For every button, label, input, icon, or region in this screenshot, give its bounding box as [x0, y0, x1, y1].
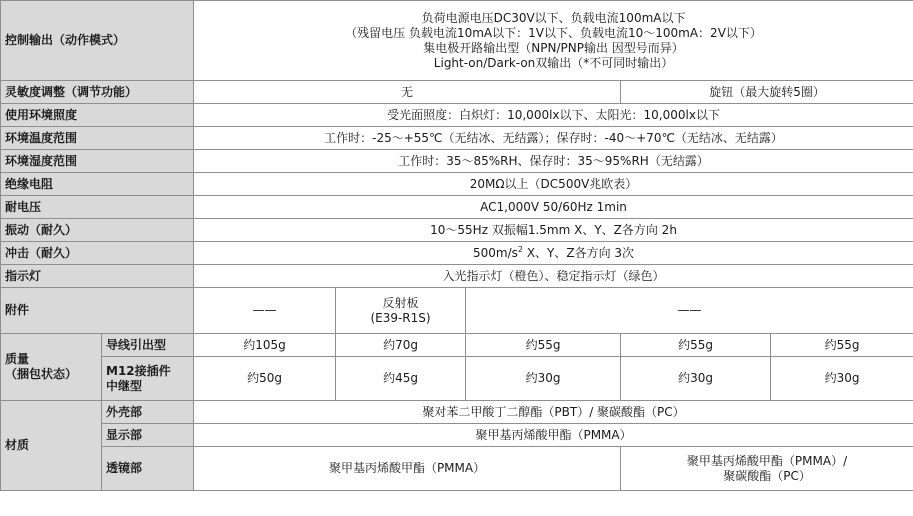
label-material-case: 外壳部 — [102, 401, 194, 424]
row-vibration — [1, 219, 913, 242]
reflector-name: 反射板 — [382, 295, 419, 310]
mass-cable-value-1: 约105g — [194, 334, 336, 357]
label-temperature: 环境温度范围 — [1, 127, 194, 150]
row-insulation — [1, 173, 913, 196]
mass-m12-value-5: 约30g — [771, 357, 913, 401]
row-temperature — [1, 127, 913, 150]
control-output-line-1: 负荷电源电压DC30V以下、负载电流100mA以下 — [421, 10, 686, 25]
row-material-lens — [1, 447, 913, 491]
row-sensitivity — [1, 81, 913, 104]
label-material-lens: 透镜部 — [102, 447, 194, 491]
value-material-lens-pmma-pc — [621, 447, 913, 491]
label-control-output: 控制输出（动作模式） — [1, 1, 194, 81]
label-mass-m12 — [102, 357, 194, 401]
label-withstand: 耐电压 — [1, 196, 194, 219]
value-control-output — [194, 1, 913, 81]
mass-label-line-2: （捆包状态） — [5, 367, 78, 381]
value-vibration: 10～55Hz 双振幅1.5mm X、Y、Z各方向 2h — [194, 219, 913, 242]
row-shock — [1, 242, 913, 265]
row-humidity — [1, 150, 913, 173]
lens-pmma-pc-line-1: 聚甲基丙烯酸甲酯（PMMA）/ — [686, 453, 848, 468]
label-mass — [1, 334, 102, 401]
value-humidity: 工作时：35～85%RH、保存时：35～95%RH（无结露） — [194, 150, 913, 173]
mass-m12-value-3: 约30g — [466, 357, 621, 401]
value-material-lens-pmma: 聚甲基丙烯酸甲酯（PMMA） — [194, 447, 621, 491]
label-insulation: 绝缘电阻 — [1, 173, 194, 196]
mass-cable-value-4: 约55g — [621, 334, 771, 357]
value-material-display: 聚甲基丙烯酸甲酯（PMMA） — [194, 424, 913, 447]
label-shock: 冲击（耐久） — [1, 242, 194, 265]
mass-cable-value-2: 约70g — [336, 334, 466, 357]
row-accessory — [1, 288, 913, 334]
row-illuminance — [1, 104, 913, 127]
value-shock — [194, 242, 913, 265]
label-illuminance: 使用环境照度 — [1, 104, 194, 127]
label-mass-cable: 导线引出型 — [102, 334, 194, 357]
value-sensitivity-none: 无 — [194, 81, 621, 104]
row-control-output — [1, 1, 913, 81]
row-mass-cable — [1, 334, 913, 357]
value-accessory-reflector — [336, 288, 466, 334]
value-sensitivity-knob: 旋钮（最大旋转5圈） — [621, 81, 913, 104]
value-withstand: AC1,000V 50/60Hz 1min — [194, 196, 913, 219]
mass-m12-value-2: 约45g — [336, 357, 466, 401]
mass-m12-value-4: 约30g — [621, 357, 771, 401]
mass-label-line-1: 质量 — [5, 352, 30, 366]
value-insulation: 20MΩ以上（DC500V兆欧表） — [194, 173, 913, 196]
label-accessory: 附件 — [1, 288, 194, 334]
mass-m12-value-1: 约50g — [194, 357, 336, 401]
value-accessory-none-a: —— — [194, 288, 336, 334]
row-mass-m12 — [1, 357, 913, 401]
row-indicator — [1, 265, 913, 288]
label-vibration: 振动（耐久） — [1, 219, 194, 242]
reflector-model: (E39-R1S) — [370, 310, 431, 325]
control-output-line-2: （残留电压 负载电流10mA以下：1V以下、负载电流10～100mA：2V以下） — [345, 25, 762, 40]
value-temperature: 工作时：-25～+55℃（无结冰、无结露）；保存时：-40～+70℃（无结冰、无结露） — [194, 127, 913, 150]
shock-value-exponent: 2 — [517, 244, 523, 254]
control-output-line-4: Light-on/Dark-on双输出（*不可同时输出） — [433, 55, 674, 70]
m12-label-line-2: 中继型 — [106, 378, 143, 393]
label-sensitivity: 灵敏度调整（调节功能） — [1, 81, 194, 104]
value-material-case: 聚对苯二甲酸丁二醇酯（PBT）/ 聚碳酸酯（PC） — [194, 401, 913, 424]
shock-value-suffix: X、Y、Z各方向 3次 — [523, 245, 635, 260]
mass-cable-value-5: 约55g — [771, 334, 913, 357]
lens-pmma-pc-line-2: 聚碳酸酯（PC） — [723, 468, 811, 483]
value-illuminance: 受光面照度：白炽灯：10,000lx以下、太阳光：10,000lx以下 — [194, 104, 913, 127]
label-humidity: 环境湿度范围 — [1, 150, 194, 173]
row-material-display — [1, 424, 913, 447]
label-indicator: 指示灯 — [1, 265, 194, 288]
control-output-line-3: 集电极开路输出型（NPN/PNP输出 因型号而异） — [423, 40, 684, 55]
label-material-display: 显示部 — [102, 424, 194, 447]
mass-cable-value-3: 约55g — [466, 334, 621, 357]
value-accessory-none-c: —— — [466, 288, 913, 334]
m12-label-line-1: M12接插件 — [106, 363, 171, 378]
shock-value-prefix: 500m/s — [473, 245, 518, 260]
value-indicator: 入光指示灯（橙色）、稳定指示灯（绿色） — [194, 265, 913, 288]
label-material: 材质 — [1, 401, 102, 491]
row-withstand — [1, 196, 913, 219]
row-material-case — [1, 401, 913, 424]
